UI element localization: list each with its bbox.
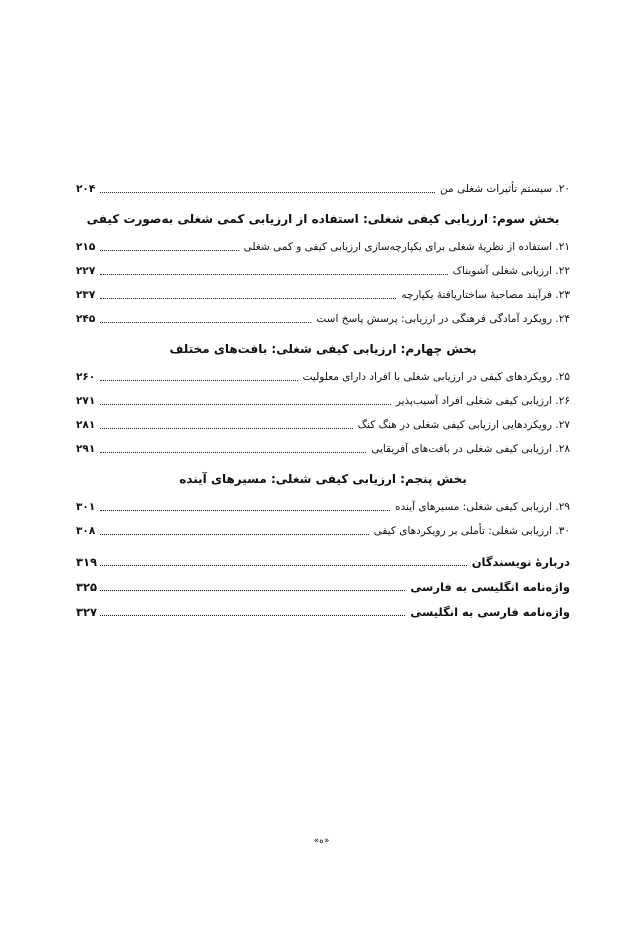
toc-entry-page: ۲۹۱	[76, 443, 96, 455]
toc-entry-title: دربارهٔ نویسندگان	[471, 555, 570, 569]
toc-entry-page: ۳۱۹	[76, 555, 98, 569]
toc-entry-title: ۲۳. فرآیند مصاحبهٔ ساختاریافتهٔ یکپارچه	[401, 289, 570, 301]
section-heading-part4: بخش چهارم: ارزیابی کیفی شغلی: بافت‌های مختلف	[169, 342, 477, 356]
toc-entry-23[interactable]	[76, 278, 570, 302]
dot-leader	[100, 191, 435, 193]
toc-entry-title: ۲۰. سیستم تأثیرات شغلی من	[440, 183, 570, 195]
toc-entry-title: ۲۷. رویکردهایی ارزیابی کیفی شغلی در هنگ کنگ	[357, 419, 570, 431]
toc-entry-22[interactable]	[76, 254, 570, 278]
toc-entry-page: ۳۰۸	[76, 525, 96, 537]
toc-entry-title: ۲۶. ارزیابی کیفی شغلی افراد آسیب‌پذیر	[395, 395, 570, 407]
toc-entry-title: ۲۹. ارزیابی کیفی شغلی: مسیرهای آینده	[395, 501, 570, 513]
page-number: «ه»	[313, 836, 330, 846]
dot-leader	[100, 614, 405, 616]
dot-leader	[100, 509, 390, 511]
toc-entry-page: ۳۲۵	[76, 580, 98, 594]
dot-leader	[100, 297, 396, 299]
section-heading-part3: بخش سوم: ارزیابی کیفی شغلی: استفاده از ارزیابی کمی شغلی به‌صورت کیفی	[86, 212, 560, 226]
dot-leader	[100, 589, 405, 591]
toc-entry-page: ۲۶۰	[76, 371, 96, 383]
toc-entry-26[interactable]	[76, 384, 570, 408]
dot-leader	[100, 451, 366, 453]
toc-entry-21[interactable]	[76, 230, 570, 254]
toc-entry-page: ۲۸۱	[76, 419, 96, 431]
toc-entry-29[interactable]	[76, 490, 570, 514]
toc-entry-page: ۲۰۴	[76, 183, 96, 195]
toc-entry-page: ۲۷۱	[76, 395, 96, 407]
toc-entry-title: ۲۲. ارزیابی شغلی آشوبناک	[452, 265, 570, 277]
dot-leader	[100, 564, 467, 566]
table-of-contents	[76, 172, 570, 619]
toc-entry-title: ۳۰. ارزیابی شغلی: تأملی بر رویکردهای کیفی	[373, 525, 570, 537]
toc-entry-about-authors[interactable]	[76, 544, 570, 569]
dot-leader	[100, 273, 448, 275]
toc-entry-glossary-en-fa[interactable]	[76, 569, 570, 594]
toc-entry-27[interactable]	[76, 408, 570, 432]
toc-entry-page: ۲۲۷	[76, 265, 96, 277]
toc-entry-28[interactable]	[76, 432, 570, 456]
toc-entry-20[interactable]	[76, 172, 570, 196]
toc-entry-page: ۲۱۵	[76, 241, 96, 253]
back-matter	[76, 544, 570, 619]
dot-leader	[100, 427, 353, 429]
dot-leader	[100, 379, 298, 381]
dot-leader	[100, 321, 311, 323]
section-heading-part5: بخش پنجم: ارزیابی کیفی شغلی: مسیرهای آینده	[179, 472, 467, 486]
toc-entry-title: ۲۱. استفاده از نظریهٔ شغلی برای یکپارچه‌سازی ارزیابی کیفی و کمی شغلی	[243, 241, 570, 253]
toc-entry-title: ۲۵. رویکردهای کیفی در ارزیابی شغلی با افراد دارای معلولیت	[302, 371, 570, 383]
toc-entry-page: ۲۴۵	[76, 313, 96, 325]
toc-entry-25[interactable]	[76, 360, 570, 384]
toc-entry-title: واژه‌نامه فارسی به انگلیسی	[410, 605, 570, 619]
toc-entry-page: ۳۰۱	[76, 501, 96, 513]
dot-leader	[100, 533, 369, 535]
dot-leader	[100, 403, 391, 405]
toc-entry-title: واژه‌نامه انگلیسی به فارسی	[410, 580, 570, 594]
toc-entry-page: ۳۲۷	[76, 605, 98, 619]
toc-entry-30[interactable]	[76, 514, 570, 538]
toc-entry-page: ۲۳۷	[76, 289, 96, 301]
toc-entry-24[interactable]	[76, 302, 570, 326]
dot-leader	[100, 249, 239, 251]
toc-entry-title: ۲۸. ارزیابی کیفی شغلی در بافت‌های آفریقایی	[371, 443, 570, 455]
toc-entry-title: ۲۴. رویکرد آمادگی فرهنگی در ارزیابی: پرسش پاسخ است	[316, 313, 570, 325]
toc-entry-glossary-fa-en[interactable]	[76, 594, 570, 619]
